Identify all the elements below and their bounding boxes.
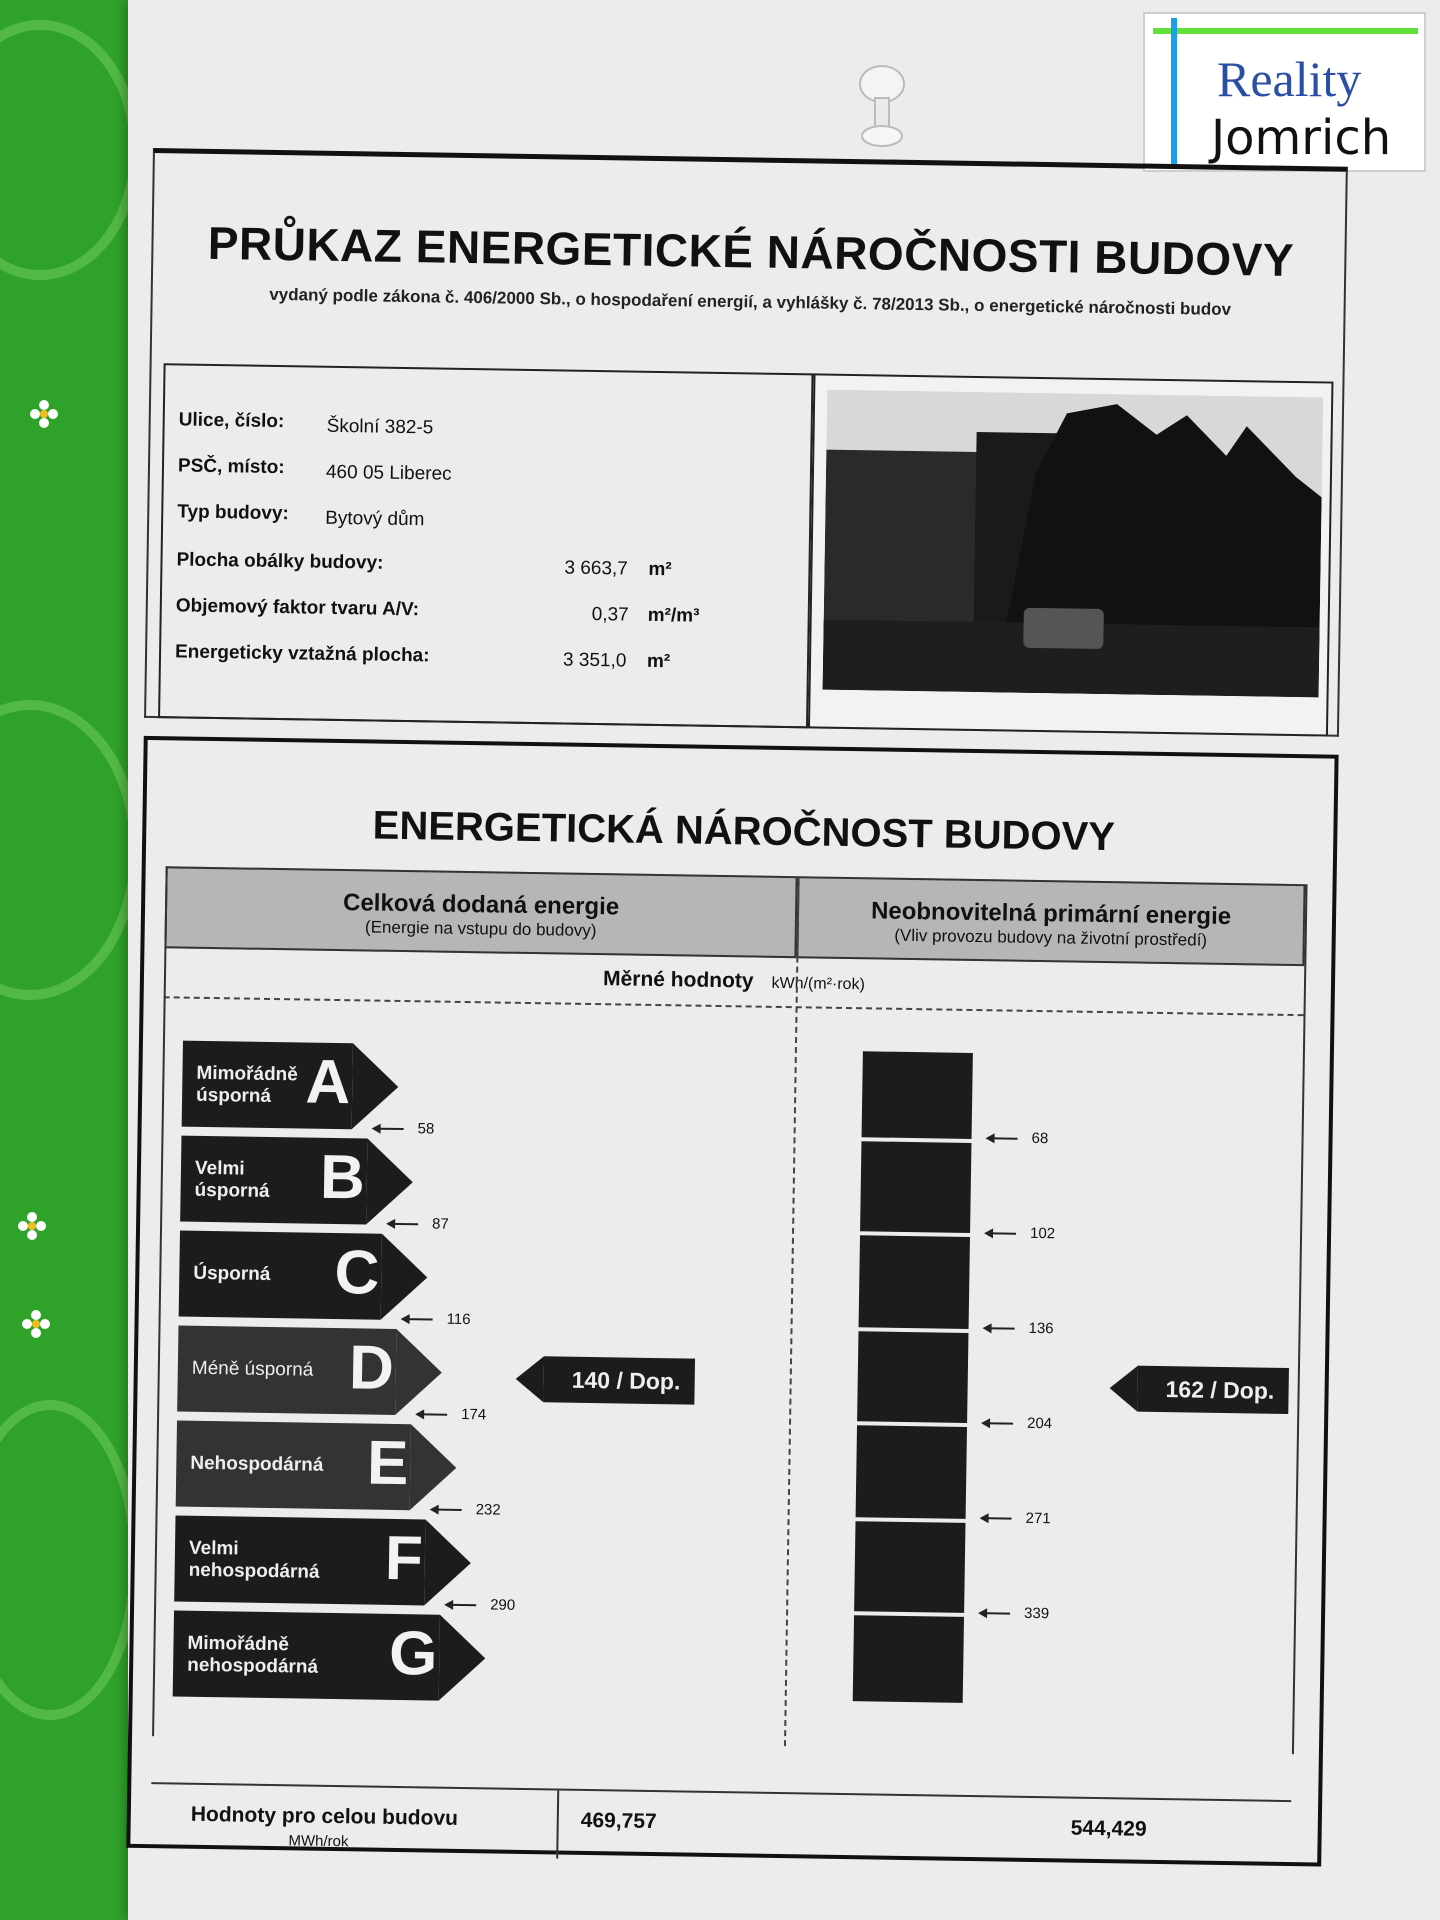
total-delivered-energy: 469,757 (580, 1808, 657, 1834)
class-a-label-line2: úsporná (195, 1084, 272, 1107)
arrow-left-icon (986, 1232, 1016, 1234)
arrow-left-icon (980, 1612, 1010, 1614)
class-band-g-arrow (439, 1615, 486, 1702)
arrow-left-icon (983, 1422, 1013, 1424)
arrow-left-icon (982, 1517, 1012, 1519)
arrow-left-icon (446, 1604, 476, 1606)
class-e-label: Nehospodárná (190, 1452, 324, 1476)
right-threshold-value: 204 (1026, 1414, 1053, 1433)
left-threshold-value: 87 (431, 1215, 449, 1233)
class-c-letter: C (334, 1237, 380, 1308)
right-header-subtitle: (Vliv provozu budovy na životní prostředí) (894, 925, 1208, 950)
left-threshold-marker (446, 1596, 515, 1614)
left-header-title: Celková dodaná energie (342, 889, 620, 921)
building-photo-box (808, 373, 1334, 736)
total-primary-energy: 544,429 (1070, 1816, 1147, 1841)
arrow-left-icon (432, 1509, 462, 1511)
type-label: Typ budovy: (177, 501, 289, 525)
class-band-c (179, 1231, 382, 1320)
right-threshold-value: 102 (1029, 1224, 1056, 1243)
rating-frame (126, 736, 1338, 1867)
energy-certificate (126, 148, 1353, 1867)
street-value: Školní 382-5 (326, 415, 434, 439)
right-threshold-value: 136 (1028, 1319, 1054, 1338)
class-band-g (173, 1611, 440, 1701)
shape-unit: m²/m³ (647, 604, 700, 627)
class-a-letter: A (305, 1047, 351, 1118)
right-threshold-marker (984, 1319, 1053, 1337)
right-scale-segment (859, 1235, 970, 1329)
certificate-header-frame (144, 148, 1348, 737)
class-band-e (176, 1421, 411, 1511)
class-f-label-line2: nehospodárná (188, 1559, 320, 1583)
table-left-border (152, 866, 168, 1736)
class-c-label: Úsporná (193, 1262, 271, 1285)
left-threshold-value: 232 (475, 1501, 501, 1519)
right-scale-segment (854, 1521, 965, 1613)
city-value: 460 05 Liberec (325, 461, 452, 485)
class-g-label-line2: nehospodárná (187, 1654, 319, 1678)
rating-title: ENERGETICKÁ NÁROČNOST BUDOVY (372, 803, 1116, 860)
arrow-left-icon (985, 1327, 1015, 1329)
background-swirl (0, 20, 140, 280)
certificate-title: PRŮKAZ ENERGETICKÉ NÁROČNOSTI BUDOVY (207, 216, 1295, 286)
area-unit: m² (646, 650, 671, 673)
left-threshold-value: 116 (446, 1310, 471, 1329)
right-scale-segment (853, 1615, 964, 1703)
class-band-f-arrow (424, 1519, 471, 1606)
right-scale-segment (862, 1051, 973, 1139)
arrow-left-icon (988, 1137, 1018, 1139)
area-value: 3 351,0 (562, 649, 627, 672)
class-e-letter: E (366, 1428, 409, 1499)
right-scale-segment (856, 1425, 967, 1519)
class-band-b-arrow (366, 1138, 413, 1225)
class-band-e-arrow (410, 1424, 457, 1511)
logo-green-bar (1153, 28, 1418, 34)
class-f-label-line1: Velmi (188, 1537, 239, 1560)
class-band-b (180, 1136, 367, 1225)
class-band-d-arrow (395, 1329, 442, 1416)
building-info-box (158, 363, 813, 728)
class-b-label-line1: Velmi (194, 1157, 245, 1180)
right-threshold-marker (986, 1224, 1055, 1242)
class-d-letter: D (348, 1333, 395, 1403)
left-threshold-marker (417, 1405, 486, 1423)
class-b-letter: B (319, 1142, 366, 1213)
class-band-c-arrow (381, 1234, 428, 1321)
envelope-unit: m² (648, 558, 672, 581)
left-threshold-marker (373, 1120, 434, 1138)
shape-value: 0,37 (591, 603, 629, 626)
right-column-header (796, 876, 1305, 966)
class-g-label (187, 1633, 319, 1679)
totals-label: Hodnoty pro celou budovu (190, 1802, 459, 1830)
arrow-left-icon (374, 1128, 404, 1130)
left-threshold-marker (403, 1310, 471, 1328)
background-swirl (0, 1400, 140, 1720)
right-threshold-value: 339 (1023, 1604, 1050, 1623)
push-pin-icon (857, 64, 907, 154)
right-threshold-marker (987, 1129, 1048, 1147)
logo-blue-bar (1171, 18, 1177, 168)
left-threshold-value: 290 (490, 1596, 516, 1614)
totals-unit: MWh/rok (288, 1832, 349, 1851)
class-band-a (182, 1041, 353, 1130)
class-d-label: Méně úsporná (191, 1357, 314, 1381)
arrow-left-icon (403, 1318, 433, 1320)
reality-jomrich-logo (1143, 12, 1426, 172)
right-threshold-value: 271 (1025, 1509, 1051, 1528)
flower-icon (18, 1212, 46, 1240)
class-b-label-line2: úsporná (194, 1179, 270, 1202)
left-rating-pointer: 140 / Dop. (543, 1356, 694, 1404)
flower-icon (22, 1310, 50, 1338)
right-rating-pointer: 162 / Dop. (1137, 1366, 1288, 1414)
envelope-label: Plocha obálky budovy: (176, 549, 384, 574)
street-label: Ulice, číslo: (178, 409, 285, 433)
flower-icon (30, 400, 58, 428)
left-column-header (164, 866, 797, 958)
left-threshold-marker (388, 1215, 449, 1233)
right-threshold-marker (983, 1414, 1052, 1432)
class-g-label-line1: Mimořádně (187, 1632, 290, 1656)
background-swirl (0, 700, 140, 1000)
right-threshold-marker (981, 1509, 1050, 1527)
envelope-value: 3 663,7 (564, 557, 629, 580)
right-scale-segment (860, 1141, 971, 1233)
class-f-label (188, 1538, 320, 1584)
city-label: PSČ, místo: (177, 455, 285, 479)
area-label: Energeticky vztažná plocha: (174, 641, 430, 667)
certificate-subtitle: vydaný podle zákona č. 406/2000 Sb., o hospodaření energií, a vyhlášky č. 78/2013 Sb., o energetické náročnosti budov (269, 284, 1232, 319)
class-band-d (177, 1326, 396, 1415)
class-a-label-line1: Mimořádně (196, 1062, 298, 1086)
arrow-left-icon (417, 1413, 447, 1415)
totals-divider (556, 1791, 559, 1859)
right-header-title: Neobnovitelná primární energie (870, 897, 1232, 931)
right-threshold-marker (980, 1604, 1049, 1622)
class-a-label (196, 1063, 298, 1109)
right-scale-segment (857, 1331, 968, 1423)
building-photo (823, 390, 1324, 698)
logo-line-2: Jomrich (1211, 110, 1392, 166)
type-value: Bytový dům (325, 507, 425, 531)
shape-label: Objemový faktor tvaru A/V: (175, 595, 420, 621)
logo-line-1: Reality (1217, 51, 1362, 107)
class-band-a-arrow (352, 1043, 399, 1130)
left-threshold-value: 174 (461, 1405, 487, 1424)
specific-values-unit: kWh/(m²·rok) (771, 974, 865, 994)
class-b-label (194, 1158, 270, 1203)
class-g-letter: G (388, 1618, 438, 1689)
right-threshold-value: 68 (1031, 1129, 1049, 1148)
specific-values-label: Měrné hodnoty (602, 967, 754, 993)
left-threshold-value: 58 (417, 1120, 435, 1138)
arrow-left-icon (388, 1223, 418, 1225)
left-threshold-marker (432, 1501, 501, 1519)
class-f-letter: F (384, 1523, 424, 1594)
left-header-subtitle: (Energie na vstupu do budovy) (364, 917, 597, 941)
class-band-f (174, 1516, 425, 1606)
